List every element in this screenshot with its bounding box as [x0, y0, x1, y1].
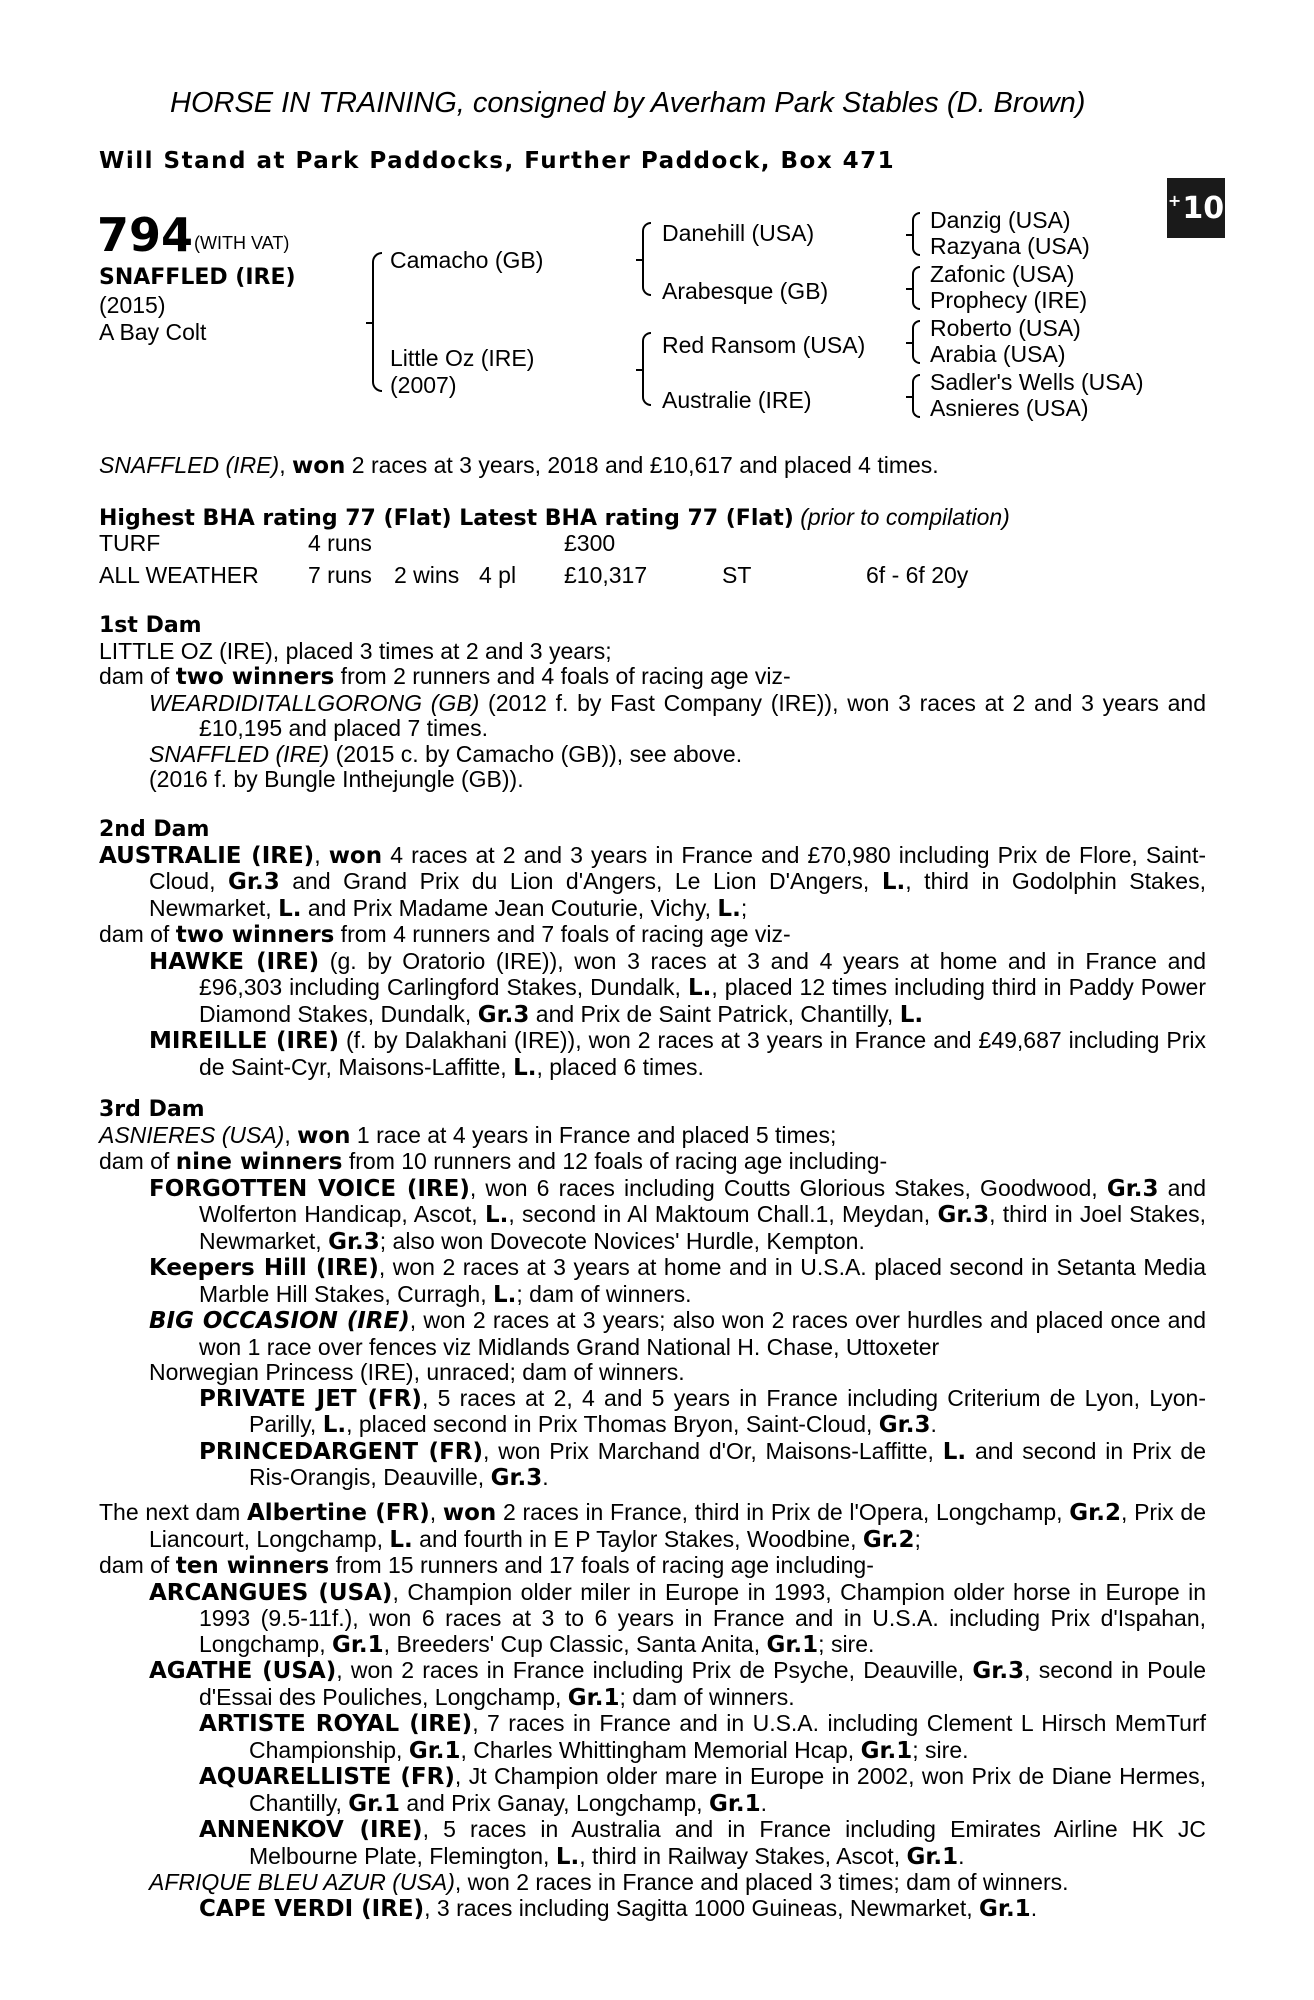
- aw-prize: £10,317: [564, 562, 648, 588]
- text-next-aq5: Gr.1: [708, 1790, 761, 1817]
- lot-number: 794: [97, 208, 194, 262]
- text-dam3-n1: Norwegian Princess (IRE), unraced; dam of winners.: [149, 1359, 685, 1385]
- text-dam2-h5: Gr.3: [477, 1001, 530, 1028]
- text-dam3-k1: Keepers Hill (IRE): [149, 1255, 379, 1281]
- text-dam3-d1: dam of: [99, 1148, 176, 1174]
- third-dam-record: [99, 1123, 1206, 1150]
- aw-label: ALL WEATHER: [99, 562, 259, 588]
- text-next-at4: , Charles Whittingham Memorial Hcap,: [460, 1736, 861, 1763]
- text-next-cv3: Gr.1: [979, 1895, 1031, 1922]
- text-next-an6: .: [958, 1842, 965, 1869]
- pedigree-brace-g1: [912, 212, 920, 256]
- text-dam2-a3: 4 races at 2 and 3 years in France and £70,980 including Prix de Flore, Saint-Cloud,: [149, 841, 1207, 894]
- text-dam2-a11: ;: [740, 894, 748, 921]
- text-dam3-a1: ASNIERES (USA): [99, 1121, 285, 1148]
- first-dam-title: 1st Dam: [99, 613, 202, 638]
- next-dam-section: [99, 1500, 1206, 1922]
- text-dam2-m1: MIREILLE (IRE): [149, 1028, 340, 1054]
- text-dam3-f1: FORGOTTEN VOICE (IRE): [149, 1175, 470, 1202]
- text-dam3-d2: nine winners: [175, 1149, 343, 1175]
- summary-won: won: [291, 453, 346, 479]
- text-next-aq6: .: [760, 1789, 768, 1816]
- text-dam2-h4: , placed 12 times including third in Paddy Power Diamond Stakes, Dundalk,: [199, 974, 1206, 1027]
- second-dam-title: 2nd Dam: [99, 817, 210, 842]
- consignor-line: HORSE IN TRAINING, consigned by Averham Park Stables (D. Brown): [170, 87, 1086, 119]
- produce-princedargent: [199, 1439, 1206, 1492]
- pedigree-sire-sire: Danehill (USA): [662, 220, 815, 246]
- produce-big-occasion: [149, 1308, 1206, 1360]
- text-dam2-a8: L.: [278, 895, 302, 922]
- text-next-ag4: , second in Poule d'Essai des Pouliches, Longchamp,: [199, 1657, 1206, 1710]
- text-next-an4: , third in Railway Stakes, Ascot,: [579, 1842, 907, 1869]
- ratings-line: [99, 504, 1010, 532]
- text-dam3-a3: won: [297, 1122, 351, 1149]
- produce-norwegian-princess: [99, 1360, 1206, 1386]
- text-next-d1: dam of: [99, 1552, 176, 1578]
- text-next-cv4: .: [1030, 1894, 1038, 1921]
- text-dam3-pd4: and second in Prix de Ris-Orangis, Deauville,: [249, 1437, 1206, 1490]
- text-dam2-a5: and Grand Prix du Lion d'Angers, Le Lion D'Angers,: [279, 868, 882, 894]
- text-dam3-pj6: .: [930, 1411, 937, 1437]
- produce-keepers-hill: [149, 1255, 1206, 1308]
- text-next-ar6: ; sire.: [818, 1630, 875, 1657]
- text-next-a0: The next dam: [99, 1499, 247, 1525]
- pedigree-brace-g3: [912, 320, 920, 364]
- third-dam-produce: [99, 1149, 1206, 1176]
- catalogue-badge: [1167, 178, 1225, 238]
- produce-forgotten-voice: [149, 1176, 1206, 1256]
- text-next-ar1: ARCANGUES (USA): [149, 1579, 393, 1606]
- text-next-a2: ,: [429, 1499, 443, 1525]
- pedigree-brace-sire: [642, 222, 651, 296]
- text-next-an5: Gr.1: [906, 1843, 959, 1870]
- text-dam3-k2: , won 2 races at 3 years at home and in U.S.A. placed second in Setanta Media Marble Hill Stakes, Curragh,: [199, 1254, 1206, 1307]
- text-next-aq3: Gr.1: [348, 1790, 400, 1817]
- text-dam2-h6: and Prix de Saint Patrick, Chantilly,: [529, 1000, 900, 1027]
- text-next-aq4: and Prix Ganay, Longchamp,: [399, 1789, 709, 1816]
- text-dam1-l2b: two winners: [175, 664, 335, 690]
- text-next-an3: L.: [555, 1843, 580, 1870]
- produce-2016-filly: (2016 f. by Bungle Inthejungle (GB)).: [149, 766, 524, 792]
- text-dam3-pj2: , 5 races at 2, 4 and 5 years in France including Criterium de Lyon, Lyon-Parilly,: [249, 1384, 1206, 1437]
- pedigree-gg6: Arabia (USA): [930, 341, 1066, 367]
- second-dam-produce: [99, 922, 1206, 949]
- pedigree-dam: Little Oz (IRE): [390, 345, 535, 371]
- text-dam2-a4: Gr.3: [228, 869, 280, 895]
- aw-runs: 7 runs: [308, 562, 372, 588]
- text-dam2-d3: from 4 runners and 7 foals of racing age viz-: [334, 921, 791, 947]
- aw-surface: ST: [722, 562, 752, 588]
- text-next-a10: ;: [914, 1525, 921, 1552]
- aw-wins: 2 wins: [394, 562, 460, 588]
- produce-arcangues: [149, 1580, 1206, 1659]
- text-next-ag6: ; dam of winners.: [619, 1683, 795, 1710]
- produce-annenkov: [199, 1817, 1206, 1870]
- text-next-ar5: Gr.1: [766, 1631, 819, 1658]
- text-dam2-a2: won: [328, 842, 383, 869]
- text-next-at1: ARTISTE ROYAL (IRE): [199, 1711, 473, 1737]
- pedigree-brace-dam: [642, 332, 651, 406]
- text-dam2-a9: and Prix Madame Jean Couturie, Vichy,: [301, 894, 718, 921]
- race-summary: SNAFFLED (IRE), won 2 races at 3 years, 2018 and £10,617 and placed 4 times.: [99, 452, 939, 479]
- text-dam3-pd5: Gr.3: [490, 1465, 543, 1491]
- text-dam1-p2b: (2015 c. by Camacho (GB)), see above.: [329, 740, 743, 767]
- first-dam-section: [99, 613, 1206, 793]
- second-dam-record: AUSTRALIE (IRE), won 4 races at 2 and 3 years in France and £70,980 including Prix de Flore, Saint-Cloud, Gr.3 and Grand Prix du Lion d'Angers, Le Lion D'Angers, L., third in Godolphin Stakes, Newmarket, L. and Prix Madame Jean Couturie, Vichy, L.;: [99, 841, 1207, 922]
- aw-placed: 4 pl: [479, 562, 517, 588]
- turf-runs: 4 runs: [308, 530, 372, 556]
- text-dam3-f9: Gr.3: [328, 1228, 380, 1255]
- text-dam3-pd1: PRINCEDARGENT (FR): [199, 1438, 484, 1465]
- aw-distance: 6f - 6f 20y: [866, 562, 969, 588]
- text-next-ar4: , Breeders' Cup Classic, Santa Anita,: [383, 1630, 767, 1657]
- produce-agathe: [149, 1658, 1206, 1711]
- text-next-aq2: , Jt Champion older mare in Europe in 2002, won Prix de Diane Hermes, Chantilly,: [249, 1763, 1206, 1816]
- text-dam2-m2: (f. by Dalakhani (IRE)), won 2 races at 3 years in France and £49,687 including Prix de Saint-Cyr, Maisons-Laffitte,: [199, 1027, 1206, 1080]
- text-dam3-k4: ; dam of winners.: [516, 1280, 692, 1307]
- summary-horse: SNAFFLED (IRE): [99, 452, 280, 478]
- text-dam3-pd3: L.: [942, 1438, 967, 1465]
- text-next-an1: ANNENKOV (IRE): [199, 1817, 423, 1843]
- produce-mireille: [149, 1028, 1206, 1081]
- ratings-note: (prior to compilation): [800, 504, 1010, 530]
- text-next-a7: L.: [389, 1526, 413, 1553]
- text-next-at3: Gr.1: [408, 1737, 461, 1764]
- horse-name: SNAFFLED (IRE): [99, 265, 296, 290]
- text-next-ag3: Gr.3: [972, 1658, 1025, 1684]
- text-next-aq1: AQUARELLISTE (FR): [199, 1764, 455, 1790]
- produce-snaffled: [149, 742, 1206, 768]
- text-next-at6: ; sire.: [912, 1736, 969, 1763]
- text-dam2-h2: (g. by Oratorio (IRE)), won 3 races at 3 and 4 years at home and in France and £96,303 including Carlingford Stakes, Dundalk,: [199, 947, 1206, 1000]
- pedigree-brace-main: [372, 252, 382, 392]
- text-dam3-b1: BIG OCCASION (IRE): [149, 1308, 410, 1334]
- badge-plus: +: [1167, 190, 1182, 210]
- produce-aquarelliste: [199, 1764, 1206, 1817]
- text-next-an2: , 5 races in Australia and in France including Emirates Airline HK JC Melbourne Plate, Flemington,: [249, 1816, 1206, 1869]
- pedigree-gg5: Roberto (USA): [930, 315, 1081, 341]
- text-dam1-p1a: WEARDIDITALLGORONG (GB): [149, 689, 480, 716]
- text-next-d3: from 15 runners and 17 foals of racing age including-: [329, 1552, 874, 1578]
- text-next-ar3: Gr.1: [331, 1631, 384, 1658]
- text-dam3-pd6: .: [542, 1464, 549, 1490]
- next-dam-record: [99, 1500, 1206, 1553]
- pedigree-dam-sire: Red Ransom (USA): [662, 332, 866, 358]
- pedigree-gg4: Prophecy (IRE): [930, 287, 1088, 313]
- pedigree-gg8: Asnieres (USA): [930, 395, 1089, 421]
- summary-rest: 2 races at 3 years, 2018 and £10,617 and placed 4 times.: [345, 452, 939, 478]
- horse-description: A Bay Colt: [99, 319, 207, 345]
- produce-hawke: [149, 949, 1206, 1029]
- text-dam2-d2: two winners: [175, 922, 335, 948]
- pedigree-sire: Camacho (GB): [390, 247, 544, 273]
- text-next-d2: ten winners: [175, 1553, 330, 1579]
- text-dam3-f5: L.: [484, 1202, 509, 1228]
- pedigree-gg2: Razyana (USA): [930, 233, 1090, 259]
- text-next-a8: and fourth in E P Taylor Stakes, Woodbine,: [412, 1525, 863, 1552]
- text-dam3-f4: and Wolferton Handicap, Ascot,: [199, 1174, 1207, 1227]
- text-dam3-d3: from 10 runners and 12 foals of racing age including-: [342, 1148, 888, 1174]
- text-dam2-m3: L.: [513, 1054, 537, 1081]
- text-next-a1: Albertine (FR): [247, 1500, 430, 1526]
- text-next-af2: , won 2 races in France and placed 3 times; dam of winners.: [454, 1869, 1069, 1895]
- text-dam2-h7: L.: [899, 1001, 924, 1028]
- text-dam3-f3: Gr.3: [1106, 1175, 1159, 1202]
- text-next-ar2: , Champion older miler in Europe in 1993, Champion older horse in Europe in 1993 (9.5-11f.), won 6 races at 3 to 6 years in France and in U.S.A. including Prix d'Ispahan, Longchamp,: [199, 1578, 1207, 1657]
- text-dam2-d1: dam of: [99, 921, 176, 947]
- text-dam2-a6: L.: [881, 869, 906, 895]
- first-dam-line: LITTLE OZ (IRE), placed 3 times at 2 and 3 years;: [99, 637, 612, 664]
- text-next-cv1: CAPE VERDI (IRE): [199, 1895, 425, 1922]
- text-dam3-pj3: L.: [322, 1412, 347, 1438]
- pedigree-brace-g4: [912, 374, 920, 418]
- pedigree-dam-dam: Australie (IRE): [662, 387, 812, 413]
- text-dam3-k3: L.: [493, 1281, 517, 1308]
- second-dam-section: [99, 817, 1206, 1081]
- text-dam2-h3: L.: [687, 975, 712, 1001]
- turf-label: TURF: [99, 530, 161, 556]
- text-dam3-b2: , won 2 races at 3 years; also won 2 races over hurdles and placed once and won 1 race over fences viz Midlands Grand National H. Chase, Uttoxeter: [199, 1307, 1206, 1360]
- stand-location: Will Stand at Park Paddocks, Further Paddock, Box 471: [99, 148, 896, 174]
- text-dam2-a10: L.: [717, 895, 741, 922]
- text-next-cv2: , 3 races including Sagitta 1000 Guineas, Newmarket,: [424, 1894, 979, 1921]
- text-next-at2: , 7 races in France and in U.S.A. including Clement L Hirsch MemTurf Championship,: [249, 1710, 1207, 1763]
- text-next-a3: won: [442, 1500, 497, 1526]
- text-dam3-a2: ,: [284, 1121, 298, 1148]
- next-dam-produce: [99, 1553, 1206, 1580]
- text-next-ag2: , won 2 races in France including Prix de Psyche, Deauville,: [336, 1657, 973, 1683]
- third-dam-section: [99, 1097, 1206, 1492]
- text-dam3-f10: ; also won Dovecote Novices' Hurdle, Kempton.: [379, 1227, 865, 1254]
- text-next-af1: AFRIQUE BLEU AZUR (USA): [149, 1869, 455, 1895]
- text-next-a9: Gr.2: [862, 1526, 915, 1553]
- text-dam3-f2: , won 6 races including Coutts Glorious Stakes, Goodwood,: [469, 1174, 1107, 1201]
- text-next-a6: , Prix de Liancourt, Longchamp,: [149, 1499, 1206, 1552]
- horse-year: (2015): [99, 292, 166, 318]
- vat-note: (WITH VAT): [194, 233, 290, 253]
- ratings-bha: Highest BHA rating 77 (Flat) Latest BHA rating 77 (Flat): [99, 506, 794, 531]
- text-dam1-p2a: SNAFFLED (IRE): [149, 740, 330, 767]
- text-dam3-pd2: , won Prix Marchand d'Or, Maisons-Laffitte,: [483, 1437, 943, 1464]
- text-dam2-h1: HAWKE (IRE): [149, 948, 320, 975]
- text-dam3-pj1: PRIVATE JET (FR): [199, 1385, 422, 1412]
- text-next-a5: Gr.2: [1069, 1500, 1121, 1526]
- produce-weardiditallgorong: [149, 691, 1206, 742]
- pedigree-brace-g2: [912, 266, 920, 310]
- text-dam3-pj4: , placed second in Prix Thomas Bryon, Saint-Cloud,: [346, 1411, 879, 1437]
- text-next-ag5: Gr.1: [567, 1684, 620, 1711]
- text-dam2-a1: AUSTRALIE (IRE): [99, 842, 315, 869]
- produce-private-jet: [199, 1386, 1206, 1439]
- badge-number: 10: [1182, 190, 1225, 226]
- text-next-ag1: AGATHE (USA): [149, 1658, 337, 1684]
- turf-prize: £300: [564, 530, 616, 556]
- pedigree-gg1: Danzig (USA): [930, 207, 1071, 233]
- produce-cape-verdi: [199, 1896, 1206, 1923]
- text-dam2-a7: , third in Godolphin Stakes, Newmarket,: [149, 868, 1206, 921]
- first-dam-produce: [99, 664, 1206, 691]
- text-dam3-f6: , second in Al Maktoum Chall.1, Meydan,: [508, 1201, 938, 1227]
- produce-artiste-royal: [199, 1711, 1206, 1764]
- produce-afrique-bleu-azur: [149, 1870, 1206, 1896]
- text-dam2-m4: , placed 6 times.: [536, 1053, 704, 1080]
- pedigree-gg3: Zafonic (USA): [930, 261, 1075, 287]
- pedigree-dam-year: (2007): [390, 372, 457, 398]
- text-dam1-l2a: dam of: [99, 663, 176, 689]
- text-dam3-f7: Gr.3: [937, 1202, 990, 1228]
- text-next-at5: Gr.1: [860, 1737, 913, 1764]
- third-dam-title: 3rd Dam: [99, 1097, 205, 1122]
- text-next-a4: 2 races in France, third in Prix de l'Opera, Longchamp,: [496, 1499, 1070, 1525]
- pedigree-sire-dam: Arabesque (GB): [662, 278, 829, 304]
- text-dam1-p1b: (2012 f. by Fast Company (IRE)), won 3 races at 2 and 3 years and £10,195 and placed 7 times.: [199, 689, 1206, 741]
- text-dam3-pj5: Gr.3: [878, 1412, 931, 1438]
- text-dam3-f8: , third in Joel Stakes, Newmarket,: [199, 1201, 1207, 1254]
- text-dam1-l2c: from 2 runners and 4 foals of racing age viz-: [334, 663, 791, 689]
- pedigree-gg7: Sadler's Wells (USA): [930, 369, 1144, 395]
- text-dam3-a4: 1 race at 4 years in France and placed 5 times;: [350, 1121, 837, 1148]
